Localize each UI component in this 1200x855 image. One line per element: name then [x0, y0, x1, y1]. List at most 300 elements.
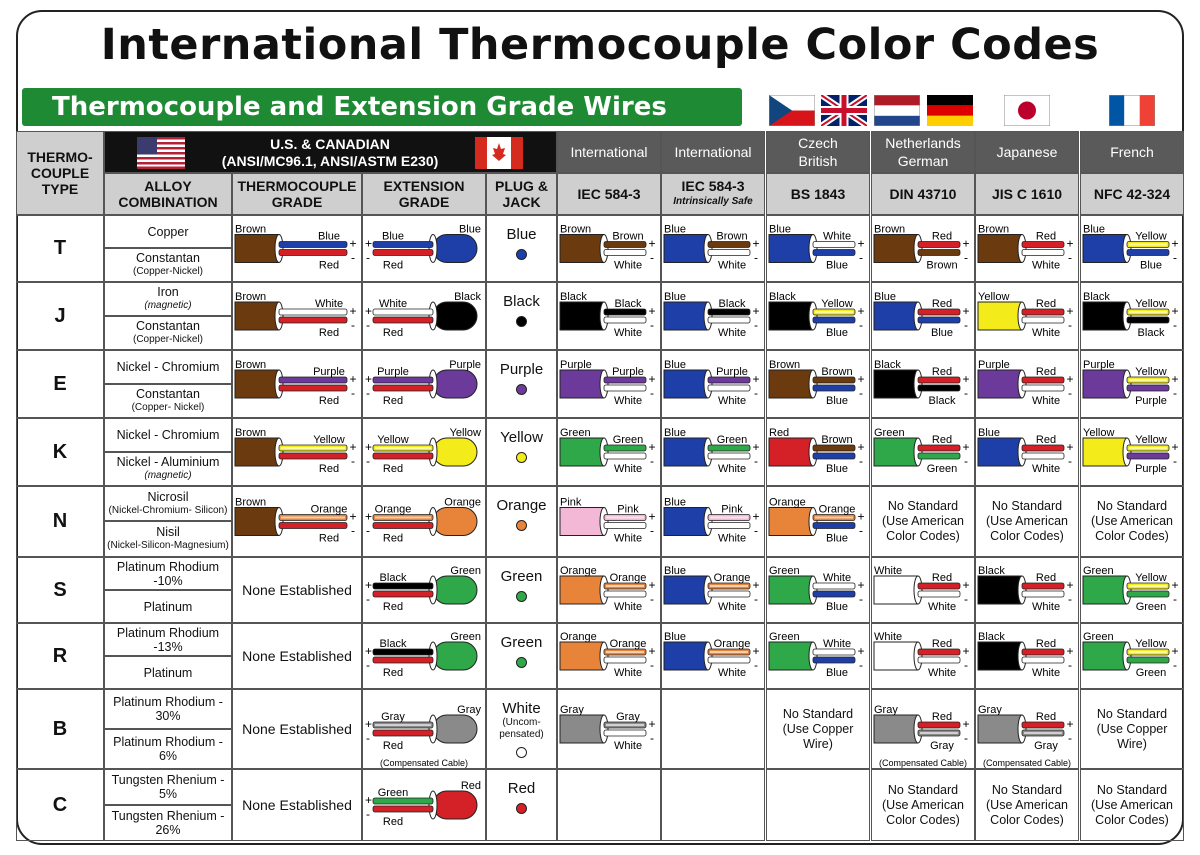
- alloy-name: Tungsten Rhenium - 5%: [111, 773, 225, 801]
- jacket-mark: [978, 235, 1022, 263]
- plus-sign: +: [1066, 236, 1074, 251]
- plus-sign: +: [752, 578, 760, 592]
- intl-wire-diagram: [662, 216, 764, 281]
- negative-conductor-mark: [279, 250, 347, 256]
- ext-grade-cell: [362, 486, 486, 557]
- positive-label: Orange: [713, 572, 751, 584]
- minus-sign: -: [754, 658, 758, 672]
- minus-sign: -: [366, 658, 370, 672]
- jacket-label: Black: [874, 359, 901, 371]
- tc-wire-diagram: [233, 351, 361, 417]
- plus-sign: +: [752, 372, 760, 386]
- intl-cell: [871, 486, 975, 557]
- negative-label: Gray: [930, 740, 954, 752]
- intl-wire-diagram: [558, 487, 660, 556]
- alloy-name: Nickel - Chromium: [116, 360, 220, 374]
- positive-label: Red: [931, 366, 953, 378]
- intl-wire-diagram: [558, 558, 660, 622]
- positive-label: Red: [1035, 434, 1057, 446]
- tc-wire-diagram: [233, 419, 361, 485]
- intl-cell: [557, 486, 661, 557]
- jacket-label: Red: [460, 780, 481, 792]
- intl-wire-diagram: [558, 351, 660, 417]
- negative-label: Black: [928, 395, 956, 407]
- cable-note: (Compensated Cable): [878, 758, 968, 768]
- alloy-note: (Copper- Nickel): [131, 402, 205, 413]
- negative-label: Purple: [1135, 395, 1167, 407]
- alloy-negative: [104, 805, 232, 841]
- intl-wire-diagram: [976, 419, 1078, 485]
- negative-conductor-mark: [279, 317, 347, 323]
- intl-cell: [557, 689, 661, 769]
- jacket-mark: [769, 438, 813, 466]
- negative-label: Red: [382, 740, 404, 752]
- negative-label: Gray: [1034, 740, 1058, 752]
- negative-conductor-mark: [813, 385, 855, 391]
- jacket-label: Yellow: [449, 427, 481, 439]
- jacket-mark: [560, 642, 604, 670]
- jacket-mark: [769, 235, 813, 263]
- jacket-label: Blue: [664, 565, 687, 577]
- cable-note: (Compensated Cable): [379, 758, 469, 768]
- jacket-label: Black: [978, 631, 1005, 643]
- jacket-mark: [664, 438, 708, 466]
- plus-sign: +: [349, 236, 357, 251]
- intl-cell: [1080, 689, 1184, 769]
- jacket-label: Gray: [457, 704, 481, 716]
- negative-conductor-mark: [373, 806, 433, 812]
- intl-wire-diagram: [976, 624, 1078, 688]
- plug-cell: [486, 486, 557, 557]
- minus-sign: -: [650, 523, 654, 538]
- negative-conductor-mark: [279, 523, 347, 529]
- jacket-mark: [235, 508, 279, 536]
- plus-sign: +: [962, 440, 970, 454]
- standard-header: [1080, 173, 1184, 215]
- positive-label: Yellow: [377, 434, 409, 446]
- type-cell: N: [16, 486, 104, 557]
- subtitle-banner: Thermocouple and Extension Grade Wires: [22, 88, 742, 126]
- positive-label: Red: [1035, 711, 1057, 723]
- standard-header: [871, 173, 975, 215]
- negative-label: White: [717, 532, 747, 545]
- jacket-mark: [1083, 642, 1127, 670]
- intl-cell: [871, 350, 975, 418]
- intl-cell: [975, 282, 1079, 350]
- positive-label: Purple: [377, 366, 409, 378]
- intl-cell: [557, 418, 661, 486]
- ext-grade-cell: [362, 282, 486, 350]
- tc-wire-diagram: [233, 216, 361, 281]
- jacket-label: Blue: [664, 359, 687, 371]
- positive-label: Pink: [617, 503, 639, 516]
- minus-sign: -: [366, 318, 370, 332]
- type-column-header: THERMO-COUPLE TYPE: [16, 131, 104, 215]
- plug-color-dot: [516, 591, 527, 602]
- negative-conductor-mark: [373, 250, 433, 256]
- minus-sign: -: [964, 250, 968, 265]
- positive-label: Red: [1035, 572, 1057, 584]
- positive-label: Gray: [616, 711, 640, 723]
- jacket-label: Orange: [560, 631, 597, 643]
- alloy-note: (magnetic): [144, 470, 192, 481]
- plus-sign: +: [1066, 372, 1074, 386]
- intl-cell: [557, 350, 661, 418]
- negative-label: Blue: [825, 667, 849, 679]
- positive-label: Orange: [609, 572, 647, 584]
- negative-label: Red: [382, 463, 404, 475]
- negative-conductor-mark: [918, 317, 960, 323]
- negative-conductor-mark: [813, 250, 855, 256]
- plus-sign: +: [857, 304, 865, 318]
- plus-sign: +: [962, 236, 970, 251]
- jacket-mark: [560, 302, 604, 330]
- negative-conductor-mark: [918, 385, 960, 391]
- negative-label: Red: [382, 327, 404, 339]
- negative-label: Red: [382, 601, 404, 613]
- intl-wire-diagram: [872, 216, 974, 281]
- intl-wire-diagram: [558, 419, 660, 485]
- alloy-name: Nickel - Chromium: [116, 428, 220, 442]
- plus-sign: +: [962, 304, 970, 318]
- minus-sign: -: [754, 454, 758, 468]
- plug-color-dot: [516, 249, 527, 260]
- jacket-label: Orange: [769, 496, 806, 509]
- jacket-label: Blue: [769, 223, 792, 236]
- jacket-mark: [769, 302, 813, 330]
- jacket-label: Black: [560, 291, 587, 303]
- jacket-mark: [664, 302, 708, 330]
- jacket-label: Brown: [769, 359, 801, 371]
- plus-sign: +: [1066, 644, 1074, 658]
- plus-sign: +: [752, 509, 760, 524]
- jacket-label: Yellow: [1083, 427, 1115, 439]
- ext-grade-cell: [362, 557, 486, 623]
- plus-sign: +: [648, 236, 656, 251]
- jacket-label: Pink: [560, 496, 582, 509]
- positive-label: Red: [931, 434, 953, 446]
- jacket-label: Blue: [1083, 223, 1106, 236]
- positive-label: Blue: [381, 230, 405, 243]
- tc-grade-column-header: THERMOCOUPLE GRADE: [232, 173, 362, 215]
- negative-conductor-mark: [918, 453, 960, 459]
- minus-sign: -: [351, 454, 355, 468]
- minus-sign: -: [964, 658, 968, 672]
- minus-sign: -: [964, 731, 968, 745]
- minus-sign: -: [366, 250, 370, 265]
- negative-label: White: [1031, 463, 1061, 475]
- alloy-note: (Nickel-Chromium- Silicon): [108, 504, 228, 516]
- jacket-mark: [560, 438, 604, 466]
- plus-sign: +: [752, 440, 760, 454]
- tc-grade-cell: [232, 557, 362, 623]
- plug-cell: [486, 418, 557, 486]
- positive-label: Yellow: [1135, 638, 1167, 650]
- jacket-mark: [560, 235, 604, 263]
- jacket-mark: [433, 370, 477, 398]
- plug-cell: [486, 689, 557, 769]
- jacket-mark: [769, 642, 813, 670]
- minus-sign: -: [859, 250, 863, 265]
- ext-grade-cell: [362, 623, 486, 689]
- japan-flag-icon: [1004, 95, 1050, 126]
- minus-sign: -: [859, 386, 863, 400]
- minus-sign: -: [650, 318, 654, 332]
- intl-cell: [975, 623, 1079, 689]
- intl-cell: [557, 282, 661, 350]
- intl-cell: [661, 418, 765, 486]
- jacket-label: Orange: [560, 565, 597, 577]
- negative-conductor-mark: [813, 317, 855, 323]
- jacket-mark: [433, 791, 477, 819]
- negative-label: Red: [318, 463, 340, 475]
- jacket-label: Green: [1083, 565, 1114, 577]
- type-cell: R: [16, 623, 104, 689]
- germany-flag-icon: [927, 95, 973, 126]
- alloy-name: Platinum: [143, 665, 193, 680]
- plug-color-dot: [516, 384, 527, 395]
- none-established: None Established: [242, 581, 352, 598]
- intl-wire-diagram: [1081, 558, 1183, 622]
- no-standard-text: No Standard (Use American Color Codes): [882, 782, 964, 827]
- negative-conductor-mark: [918, 250, 960, 256]
- alloy-name: Constantan: [136, 319, 200, 333]
- plus-sign: +: [857, 440, 865, 454]
- plug-color-dot: [516, 747, 527, 758]
- plus-sign: +: [1171, 644, 1179, 658]
- alloy-negative: [104, 452, 232, 486]
- negative-label: Red: [318, 532, 340, 545]
- plus-sign: +: [857, 509, 865, 524]
- intl-wire-diagram: [767, 558, 869, 622]
- intl-cell: [557, 623, 661, 689]
- jacket-mark: [433, 438, 477, 466]
- alloy-name: Platinum Rhodium -13%: [116, 625, 220, 654]
- minus-sign: -: [1068, 386, 1072, 400]
- intl-cell: [766, 623, 870, 689]
- no-standard-text: No Standard (Use American Color Codes): [1091, 782, 1173, 827]
- czech-flag-icon: [769, 95, 815, 126]
- minus-sign: -: [650, 250, 654, 265]
- negative-conductor-mark: [373, 385, 433, 391]
- intl-cell: [661, 215, 765, 282]
- intl-cell: [766, 557, 870, 623]
- jacket-mark: [433, 642, 477, 670]
- intl-cell: [766, 689, 870, 769]
- jacket-mark: [433, 576, 477, 604]
- jacket-mark: [874, 715, 918, 743]
- negative-conductor-mark: [1127, 385, 1169, 391]
- negative-label: White: [613, 395, 643, 407]
- plug-color-label: Red: [507, 780, 536, 797]
- jacket-mark: [1083, 302, 1127, 330]
- minus-sign: -: [1173, 592, 1177, 606]
- jacket-mark: [769, 370, 813, 398]
- jacket-label: Blue: [664, 427, 687, 439]
- negative-conductor-mark: [1127, 250, 1169, 256]
- minus-sign: -: [351, 318, 355, 332]
- tc-grade-cell: [232, 689, 362, 769]
- plug-cell: [486, 623, 557, 689]
- plus-sign: +: [752, 304, 760, 318]
- intl-cell: [557, 557, 661, 623]
- none-established: None Established: [242, 647, 352, 664]
- negative-label: White: [717, 395, 747, 407]
- alloy-negative: [104, 729, 232, 769]
- plus-sign: +: [1066, 304, 1074, 318]
- negative-label: White: [927, 667, 957, 679]
- intl-wire-diagram: [767, 487, 869, 556]
- plus-sign: +: [365, 644, 373, 658]
- standard-note: Intrinsically Safe: [673, 196, 753, 207]
- negative-label: White: [613, 327, 643, 339]
- jacket-mark: [874, 302, 918, 330]
- minus-sign: -: [366, 386, 370, 400]
- jacket-mark: [560, 576, 604, 604]
- plug-cell: [486, 282, 557, 350]
- plus-sign: +: [365, 440, 373, 454]
- negative-label: White: [613, 740, 643, 752]
- negative-label: Green: [1135, 667, 1167, 679]
- alloy-note: (Copper-Nickel): [132, 334, 203, 345]
- standard-code: JIS C 1610: [991, 186, 1063, 202]
- standard-code: IEC 584-3: [681, 178, 745, 194]
- minus-sign: -: [859, 523, 863, 538]
- negative-label: Red: [318, 327, 340, 339]
- negative-conductor-mark: [813, 591, 855, 597]
- positive-label: Green: [716, 434, 748, 446]
- minus-sign: -: [366, 592, 370, 606]
- positive-label: Pink: [721, 503, 743, 516]
- plus-sign: +: [648, 578, 656, 592]
- uk-flag-icon: [821, 95, 867, 126]
- positive-label: Purple: [313, 366, 345, 378]
- negative-conductor-mark: [813, 453, 855, 459]
- intl-cell: [661, 769, 765, 841]
- standard-code: IEC 584-3: [577, 186, 641, 202]
- jacket-label: Black: [978, 565, 1005, 577]
- plus-sign: +: [365, 236, 373, 251]
- positive-label: Red: [931, 298, 953, 310]
- positive-label: White: [314, 298, 344, 310]
- positive-label: Blue: [317, 230, 341, 243]
- intl-wire-diagram: [872, 690, 974, 768]
- plug-color-label: White: [502, 700, 541, 717]
- intl-cell: [975, 769, 1079, 841]
- negative-conductor-mark: [1127, 453, 1169, 459]
- intl-cell: [766, 282, 870, 350]
- alloy-name: Constantan: [136, 387, 200, 401]
- positive-label: Yellow: [313, 434, 345, 446]
- intl-cell: [975, 486, 1079, 557]
- ext-wire-diagram: [363, 419, 485, 485]
- intl-cell: [871, 418, 975, 486]
- color-code-table: [16, 131, 1184, 841]
- jacket-mark: [874, 576, 918, 604]
- positive-label: Brown: [821, 366, 853, 378]
- plug-color-label: Green: [500, 568, 543, 585]
- minus-sign: -: [366, 454, 370, 468]
- alloy-note: (Copper-Nickel): [132, 266, 203, 277]
- plus-sign: +: [365, 509, 373, 524]
- positive-label: Red: [1035, 366, 1057, 378]
- standard-code: DIN 43710: [889, 186, 957, 202]
- positive-label: Black: [718, 298, 746, 310]
- negative-label: Blue: [825, 327, 849, 339]
- jacket-label: Gray: [560, 704, 584, 716]
- positive-label: Green: [377, 787, 409, 799]
- tc-grade-cell: [232, 486, 362, 557]
- minus-sign: -: [351, 386, 355, 400]
- positive-label: White: [822, 638, 852, 650]
- intl-cell: [871, 623, 975, 689]
- positive-label: Red: [931, 230, 953, 243]
- type-cell: B: [16, 689, 104, 769]
- jacket-label: Gray: [874, 704, 898, 716]
- alloy-name: Platinum: [143, 599, 193, 614]
- standard-header: [766, 173, 870, 215]
- negative-label: White: [1031, 395, 1061, 407]
- ext-grade-cell: [362, 769, 486, 841]
- plus-sign: +: [1171, 372, 1179, 386]
- plus-sign: +: [349, 440, 357, 454]
- negative-label: Green: [926, 463, 958, 475]
- negative-conductor-mark: [373, 591, 433, 597]
- negative-conductor-mark: [373, 730, 433, 736]
- ext-grade-cell: [362, 418, 486, 486]
- tc-wire-diagram: [233, 283, 361, 349]
- intl-wire-diagram: [872, 624, 974, 688]
- negative-conductor-mark: [1127, 317, 1169, 323]
- intl-wire-diagram: [662, 558, 764, 622]
- tc-grade-cell: [232, 350, 362, 418]
- jacket-label: Green: [450, 631, 481, 643]
- minus-sign: -: [1068, 658, 1072, 672]
- us-standard-codes: (ANSI/MC96.1, ANSI/ASTM E230): [221, 153, 439, 169]
- plug-color-dot: [516, 316, 527, 327]
- positive-label: White: [378, 298, 408, 310]
- intl-wire-diagram: [767, 216, 869, 281]
- intl-wire-diagram: [662, 283, 764, 349]
- ext-wire-diagram: [363, 624, 485, 688]
- jacket-label: White: [874, 631, 903, 643]
- plus-sign: +: [648, 509, 656, 524]
- alloy-positive: [104, 623, 232, 656]
- jacket-label: Brown: [235, 359, 267, 371]
- plus-sign: +: [365, 578, 373, 592]
- plus-sign: +: [365, 717, 373, 731]
- tc-wire-diagram: [233, 487, 361, 556]
- jacket-label: Purple: [1083, 359, 1115, 371]
- minus-sign: -: [859, 658, 863, 672]
- type-cell: S: [16, 557, 104, 623]
- plus-sign: +: [1171, 304, 1179, 318]
- intl-wire-diagram: [558, 216, 660, 281]
- jacket-mark: [664, 576, 708, 604]
- standard-code: BS 1843: [790, 186, 846, 202]
- intl-cell: [661, 689, 765, 769]
- alloy-positive: [104, 215, 232, 248]
- jacket-label: Green: [769, 565, 800, 577]
- positive-label: Red: [1035, 230, 1057, 243]
- minus-sign: -: [754, 250, 758, 265]
- intl-wire-diagram: [767, 419, 869, 485]
- us-flag-icon: [137, 137, 185, 169]
- plus-sign: +: [648, 304, 656, 318]
- intl-cell: [661, 486, 765, 557]
- country-header: International: [661, 131, 765, 173]
- positive-label: Orange: [609, 638, 647, 650]
